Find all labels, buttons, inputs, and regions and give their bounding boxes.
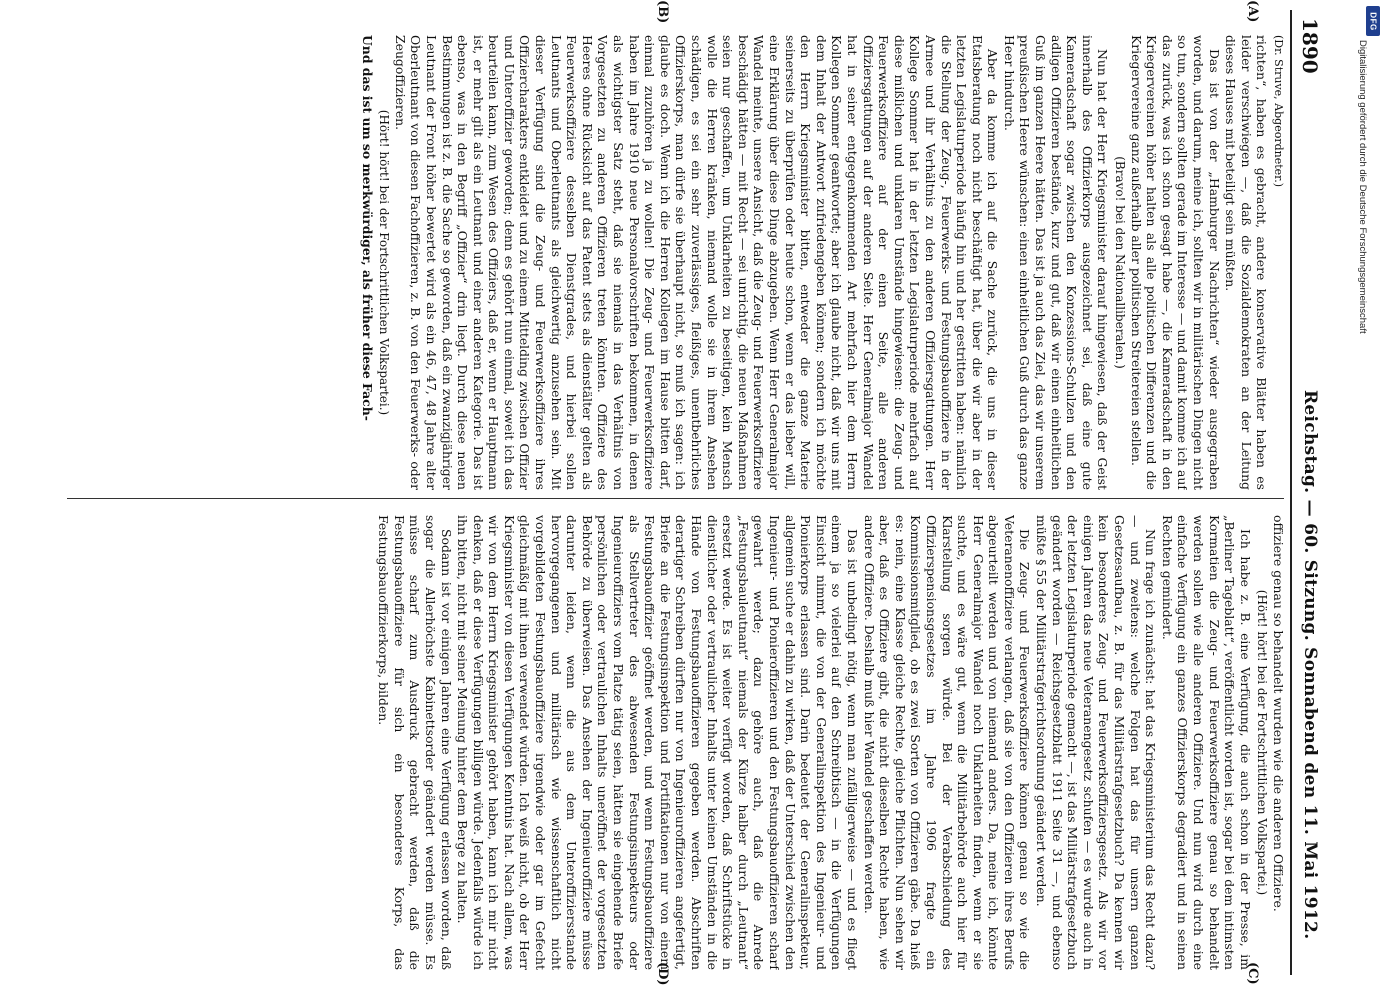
left-text-column [73, 35, 1286, 490]
paragraph: Sodann ist vor einigen Jahren eine Verfügung erlassen worden, daß sogar die Allerhöchste Kabinettsorder geändert werden müsse. Es müsse scharf zum Ausdruck gebracht werden, daß die Festungsbauoffiziere für sich ein besonderes Korps, das Festungsbauoffizierkorps, bilden. [376, 515, 454, 970]
paragraph: Aber da komme ich auf die Sache zurück, die uns in dieser Etatsberatung noch nicht beschäftigt hat, über die wir aber in der letzten Legislaturperiode häufig hin und her gestritten haben: nämlich die Stellung der Zeug-, Feuerwerks- und Festungsbauoffiziere in der Armee und ihr Verhältnis zu den anderen Offiziersgattungen. Herr Kollege Sommer hat in der letzten Legislaturperiode mehrfach auf diese mißlichen und unklaren Umstände hingewiesen: die Zeug- und Feuerwerksoffiziere auf der einen Seite, alle anderen Offiziersgattungen auf der anderen Seite. Herr Generalmajor Wandel hat in seiner entgegenkommenden Art mehrfach hier dem Herrn Kollegen Sommer geantwortet; aber ich glaube nicht, daß wir uns mit dem Inhalt der Antwort zufriedengeben können; sondern ich möchte den Herrn Kriegsminister bitten, entweder die ganze Materie seinerseits zu überprüfen oder heute schon, wenn er das lieber will, eine Erklärung über diese Dinge abzugeben. Wenn Herr Generalmajor Wandel meinte, unsere Ansicht, daß die Zeug- und Feuerwerksoffiziere beschädigt hätten — mit Recht — sei unrichtig, die neuen Maßnahmen seien nur geschaffen, um Unklarheiten zu beseitigen, kein Mensch wolle die Herren kränken, niemand wolle sie in ihrem Ansehen schädigen, es sei ein sehr zuverlässiges, fleißiges, unentbehrliches Offizierskorps, man dürfe sie überhaupt nicht, so muß ich sagen: ich glaube es doch. Wenn ich die Herren Kollegen im Hause bitten darf, einmal zuzuhören ja zu wollen! Die Zeug- und Feuerwerksoffiziere haben im Jahre 1910 neue Personalvorschriften bekommen, in denen als wichtigster Satz steht, daß sie niemals in das Verhältnis von Vorgesetzten zu anderen Offizieren treten könnten. Offiziere des Heeres ohne Rücksicht auf das Patent stets als dienstälter gelten als Feuerwerksoffiziere desselben Dienstgrades, und hierbei sollen Leutnants und Oberleutnants als gleichwertig anzusehen sein. Mit dieser Verfügung sind die Zeug- und Feuerwerksoffiziere ihres Offiziercharakters entkleidet und zu einem Mittelding zwischen Offizier und Unteroffizier geworden; denn es gehört nun einmal, soweit ich das beurteilen kann, zum Wesen des Offiziers, daß er, wenn er Hauptmann ist, er mehr gilt als ein Leutnant und einer anderen Kategorie. Das ist ebenso, was in den Begriff „Offizier“ drin liegt. Durch diese neuen Bestimmungen ist z. B. die Sache so geworden, daß ein zwanzigjähriger Leutnant der Front höher bewertet wird als ein 46, 47, 48 Jahre alter Oberleutnant von diesen Fachoffizieren, z. B. von den Feuerwerks- oder Zeugoffizieren. [392, 35, 1001, 490]
paragraph: offiziere genau so behandelt wurden wie die anderen Offiziere. [1271, 515, 1286, 912]
paragraph: Ich habe z. B. eine Verfügung, die auch schon in der Presse, im „Berliner Tageblatt“, veröffentlicht worden ist, sogar bei dem intimsten Kormatien die Zeug- und Feuerwerksoffiziere genau so behandelt werden sollen wie alle anderen Offiziere. Und nun wird durch eine einfache Verfügung ein ganzes Offizierskorps degradiert und in seinen Rechten gemindert. [1159, 515, 1253, 970]
margin-marker-a: (A) [1245, 0, 1260, 23]
dfg-logo-text: DFG [1368, 11, 1378, 31]
header-rule [1290, 10, 1292, 975]
remark: (Hört! hört! bei der Fortschrittlichen Volkspartei.) [1255, 589, 1270, 896]
paragraph: Nun frage ich zunächst: hat das Kriegsministerium das Recht dazu? — und zweitens: welche Folgen hat das für unsern ganzen Gesetzesaufbau, z. B. für das Militärstrafgesetzbuch? Da kennen wir kein besonderes Zeug- und Feuerwerksoffiziersgesetz. Als wir vor einigen Jahren das neue Veteranengesetz schufen — es wurde auch in der letzten Legislaturperiode gemacht —, ist das Militärstrafgesetzbuch geändert worden — Reichsgesetzblatt 1911 Seite 31 —, und ebenso müßte § 55 der Militärstrafgerichtsordnung geändert werden. [1034, 515, 1159, 970]
paragraph: Die Zeug- und Feuerwerksoffiziere können genau so wie die Veteranenoffiziere verlangen, daß sie von den Offizieren ihres Berufs abgeurteilt werden und von niemand anders. Da, meine ich, könnte Herr Generalmajor Wandel noch Unklarheiten finden, wenn er sie suchte, und es wäre gut, wenn die Militärbehörde auch hier für Klarstellung sorgen würde. Bei der Verabschiedung des Offizierspensionsgesetzes im Jahre 1906 fragte ein Kommissionsmitglied, ob es zwei Sorten von Offizieren gäbe. Da hieß es: nein, eine Klasse gleiche Rechte, gleiche Pflichten. Nun sehen wir aber, daß es Offiziere gibt, die nicht dieselben Rechte haben, wie andere Offiziere. Deshalb muß hier Wandel geschaffen werden. [861, 515, 1033, 970]
speaker-note: (Dr. Struve, Abgeordneter.) [1272, 35, 1285, 187]
column-divider [67, 498, 1284, 499]
rotated-document-page [55, 0, 1330, 1000]
digitization-note-text: Digitalisierung gefördert durch die Deutsche Forschungsgemeinschaft [1357, 40, 1368, 334]
paragraph: Nun hat der Herr Kriegsminister darauf hingewiesen, daß der Geist innerhalb des Offizierkorps ausgezeichnet sei, daß eine gute Kameradschaft sogar zwischen den Konzessions-Schulzen und den adligen Offizieren bestände, kurz und gut, daß wir einen einheitlichen Guß im ganzen Heere hätten. Das ist ja auch das Ziel, das wir unserem preußischen Heere wünschen: einen einheitlichen Guß durch das ganze Heer hindurch. [1001, 35, 1111, 490]
digitization-note [1352, 40, 1372, 980]
page-title: Reichstag. — 60. Sitzung. Sonnabend den 11. Mai 1912. [1300, 390, 1320, 940]
margin-marker-b: (B) [655, 0, 670, 24]
paragraph: Das ist unbedingt nötig, wenn man zufälligerweise — und es fliegt einem ja so vielerlei auf den Schreibtisch — in die Verfügungen Einsicht nimmt, die von der Generalinspektion des Ingenieur- und Pionierkorps erlassen sind. Darin bedeutet der Generalinspekteur, allgemein suche er dahin zu wirken, daß der Unterschied zwischen den Ingenieur- und Pionieroffizieren und den Festungsbauoffizieren scharf gewahrt werde; dazu gehöre auch, daß die Anrede „Festungsbauleutnant“ niemals der Kürze halber durch „Leutnant“ ersetzt werde. Es ist weiter verfügt worden, daß Schriftstücke in dienstlicher oder vertraulicher Inhalts unter keinen Umständen in die Hände von Festungsbauoffizieren gegeben werden. Abschriften derartiger Schreiben dürften nur von Ingenieuroffizieren angefertigt, Briefe an die Festungsinspektion und Fortifikationen nur von einem Festungsbauoffizier geöffnet werden, und wenn Festungsbauoffiziere als Stellvertreter des abwesenden Festungsinspekteurs oder Ingenieuroffiziers vom Platze tätig seien, hätten sie eingehende Briefe persönlichen oder vertraulichen Inhalts uneröffnet der vorgesetzten Behörde zu überweisen. Das Ansehen der Ingenieuroffiziere müsse darunter leiden, wenn die aus dem Unteroffiziersstande hervorgegangenen und militärisch wie wissenschaftlich nicht vorgebildeten Festungsbauoffiziere irgendwie oder gar im Gefecht gleichmäßig mit ihnen verwendet würden. Ich weiß nicht, ob der Herr Kriegsminister von diesen Verfügungen Kenntnis hat. Nach allem, was wir von dem Herrn Kriegsminister gehört haben, kann ich mir nicht denken, daß er diese Verfügungen billigen würde. Jedenfalls würde ich ihn bitten, nicht mit seiner Meinung hinter dem Berge zu halten. [455, 515, 860, 970]
margin-marker-c: (C) [1245, 962, 1260, 985]
paragraph: richten“, haben es gebracht, andere konservative Blätter haben es leider verschwiegen —, daß die Sozialdemokraten an der Leitung dieses Hauses mit beteiligt sein müßten. [1223, 35, 1270, 490]
right-text-column [73, 515, 1286, 970]
remark: (Hört! hört! bei der Fortschrittlichen Volkspartei.) [377, 109, 392, 416]
dfg-logo-badge [1366, 6, 1380, 36]
page-header [1294, 10, 1322, 980]
page-number: 1890 [1298, 18, 1322, 74]
paragraph: Und das ist um so merkwürdiger, als früher diese Fach- [359, 35, 375, 421]
remark: (Bravo! bei den Nationalliberalen.) [1113, 156, 1128, 369]
paragraph: Das ist von der „Hamburger Nachrichten“ wieder ausgegraben worden, und darum, meine ich, sollten wir in militärischen Dingen nicht so tun, sondern sollten gerade im Interesse — und damit komme ich auf das zurück, was ich schon gesagt habe —, die Kameradschaft in den Kriegervereinen höher halten als alle politischen Differenzen und die Kriegervereine ganz außerhalb aller politischen Streitereien stellen. [1128, 35, 1222, 490]
margin-marker-d: (D) [655, 962, 670, 986]
